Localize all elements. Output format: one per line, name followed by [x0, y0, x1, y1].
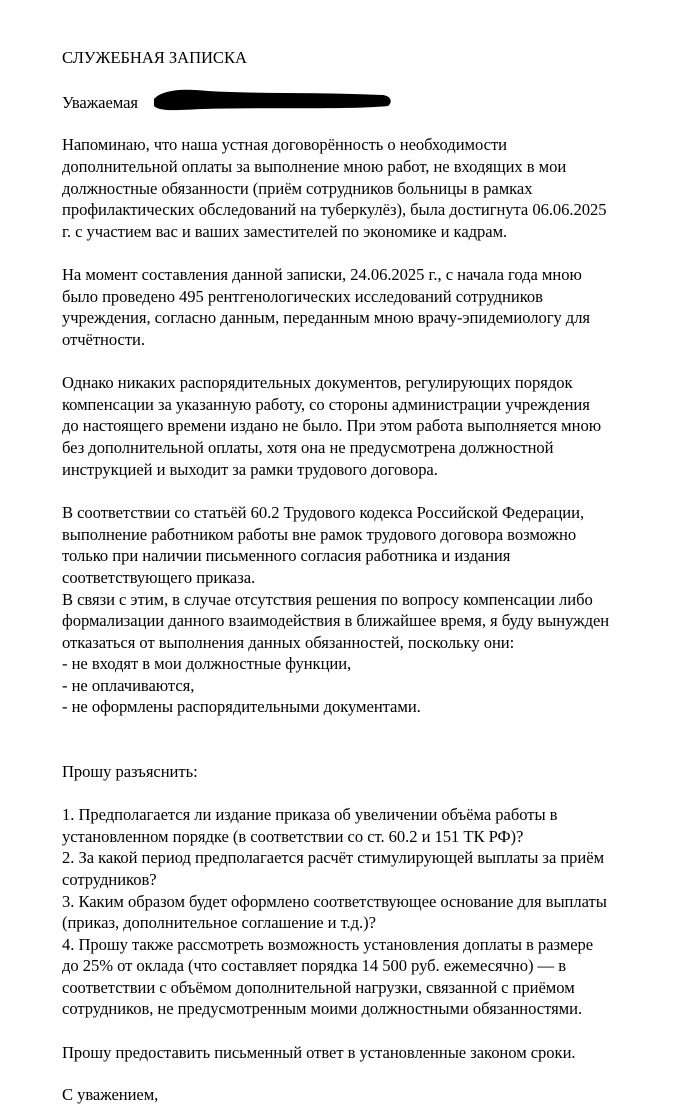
question-line: 1. Предполагается ли издание приказа об увеличении объёма работы в: [62, 805, 558, 824]
text-line: учреждения, согласно данным, переданным мною врачу-эпидемиологу для: [62, 308, 591, 327]
question-line: 3. Каким образом будет оформлено соответствующее основание для выплаты: [62, 892, 607, 911]
closing-request: Прошу предоставить письменный ответ в установленные законом сроки.: [62, 1043, 576, 1062]
text-line: соответствующего приказа.: [62, 568, 256, 587]
text-line: должностные обязанности (приём сотрудников больницы в рамках: [62, 179, 533, 198]
sign-off: С уважением,: [62, 1085, 159, 1104]
text-line: профилактических обследований на туберкулёз), была достигнута 06.06.2025: [62, 200, 607, 219]
question-line: до 25% от оклада (что составляет порядка 14 500 руб. ежемесячно) — в: [62, 956, 566, 975]
text-line: выполнение работником работы вне рамок трудового договора возможно: [62, 525, 577, 544]
request-heading: Прошу разъяснить:: [62, 762, 198, 781]
text-line: инструкцией и выходит за рамки трудового договора.: [62, 460, 438, 479]
text-line: дополнительной оплаты за выполнение мною работ, не входящих в мои: [62, 157, 567, 176]
list-item: - не входят в мои должностные функции,: [62, 654, 352, 673]
question-line: сотрудников, не предусмотренным моими должностными обязанностями.: [62, 999, 583, 1018]
text-line: Напоминаю, что наша устная договорённость о необходимости: [62, 135, 507, 154]
text-line: только при наличии письменного согласия работника и издания: [62, 546, 511, 565]
text-line: компенсации за указанную работу, со стороны администрации учреждения: [62, 395, 590, 414]
greeting: Уважаемая: [62, 93, 138, 112]
list-item: - не оплачиваются,: [62, 676, 195, 695]
text-line: формализации данного взаимодействия в ближайшее время, я буду вынужден: [62, 611, 610, 630]
question-line: (приказ, дополнительное соглашение и т.д.)?: [62, 913, 376, 932]
question-line: 4. Прошу также рассмотреть возможность установления доплаты в размере: [62, 935, 594, 954]
question-line: сотрудников?: [62, 870, 157, 889]
question-line: установленном порядке (в соответствии со ст. 60.2 и 151 ТК РФ)?: [62, 827, 524, 846]
text-line: без дополнительной оплаты, хотя она не предусмотрена должностной: [62, 438, 554, 457]
text-line: В соответствии со статьёй 60.2 Трудового кодекса Российской Федерации,: [62, 503, 585, 522]
text-line: было проведено 495 рентгенологических исследований сотрудников: [62, 287, 543, 306]
text-line: В связи с этим, в случае отсутствия решения по вопросу компенсации либо: [62, 590, 593, 609]
text-line: отчётности.: [62, 330, 145, 349]
text-line: до настоящего времени издано не было. При этом работа выполняется мною: [62, 416, 602, 435]
question-line: 2. За какой период предполагается расчёт стимулирующей выплаты за приём: [62, 848, 605, 867]
memo-title: СЛУЖЕБНАЯ ЗАПИСКА: [62, 48, 247, 67]
text-line: Однако никаких распорядительных документов, регулирующих порядок: [62, 373, 573, 392]
redaction-mark: [148, 85, 393, 115]
text-line: г. с участием вас и ваших заместителей по экономике и кадрам.: [62, 222, 508, 241]
text-line: отказаться от выполнения данных обязанностей, поскольку они:: [62, 633, 515, 652]
text-line: На момент составления данной записки, 24.06.2025 г., с начала года мною: [62, 265, 582, 284]
question-line: соответствии с объёмом дополнительной нагрузки, связанной с приёмом: [62, 978, 575, 997]
list-item: - не оформлены распорядительными документами.: [62, 697, 421, 716]
